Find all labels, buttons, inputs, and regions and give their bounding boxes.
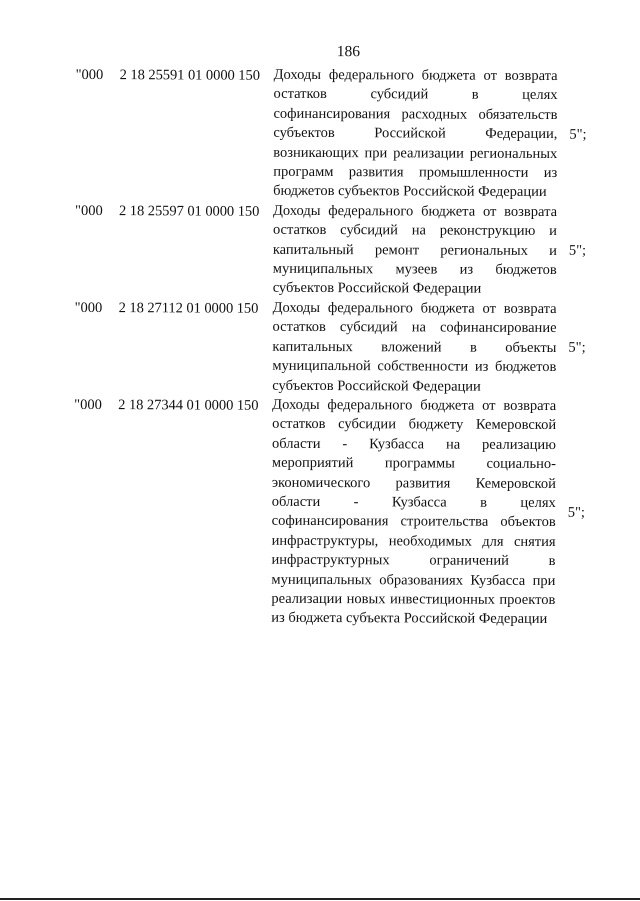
entry-prefix: "000 [75, 202, 103, 219]
revenue-description: Доходы федерального бюджета от возврата остатков субсидий на реконструкцию и капитальный ремонт региональных и муниципальных музеев из бюджетов субъектов Российской Федерации [272, 202, 558, 298]
budget-classification-code: 2 18 27344 01 0000 150 [118, 397, 259, 414]
table-row-2 [75, 201, 605, 300]
page-number: 186 [336, 43, 361, 61]
table-row-1 [75, 65, 606, 203]
entry-value: 5"; [568, 242, 587, 260]
table-row-4 [73, 395, 604, 630]
revenue-description: Доходы федерального бюджета от возврата остатков субсидий в целях софинансирования расходных обязательств субъектов Российской Федерации, возникающих при реализации региональных программ развития промышленности из бюджетов субъектов Российской Федерации [273, 66, 558, 201]
entry-value: 5"; [569, 126, 587, 143]
entry-value: 5"; [567, 504, 585, 522]
budget-code-table [73, 65, 605, 630]
entry-prefix: "000 [74, 396, 102, 413]
budget-classification-code: 2 18 25591 01 0000 150 [119, 67, 260, 84]
budget-classification-code: 2 18 25597 01 0000 150 [119, 202, 260, 220]
budget-classification-code: 2 18 27112 01 0000 150 [118, 299, 259, 317]
revenue-description: Доходы федерального бюджета от возврата остатков субсидии бюджету Кемеровской области - Кузбасса на реализацию мероприятий программы социально-экономического развития Кемеровской области - Кузбасса в целях софинансирования строительства объектов инфраструктуры, необходимых для снятия инфраструктурных ограничений в муниципальных образованиях Кузбасса при реализации новых инвестиционных проектов из бюджета субъекта Российской Федерации [271, 396, 557, 628]
entry-prefix: "000 [75, 66, 104, 84]
table-row-3 [74, 298, 604, 397]
entry-value: 5"; [568, 339, 586, 357]
entry-prefix: "000 [74, 299, 103, 316]
revenue-description: Доходы федерального бюджета от возврата остатков субсидий на софинансирование капитальных вложений в объекты муниципальной собственности из бюджетов субъектов Российской Федерации [272, 299, 557, 395]
